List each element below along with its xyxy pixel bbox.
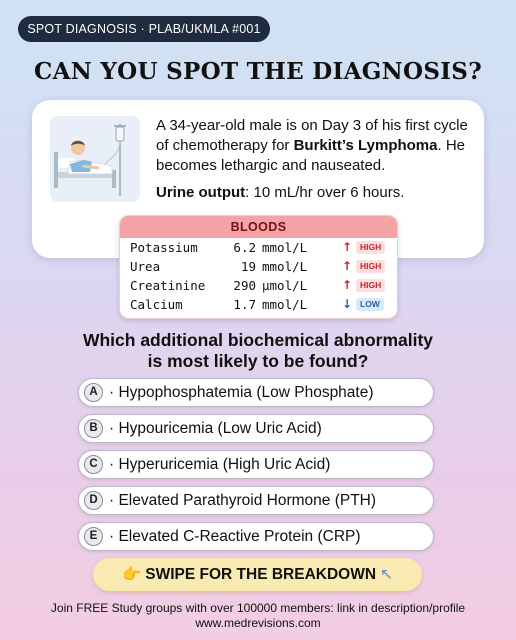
- page-title: CAN YOU SPOT THE DIAGNOSIS?: [34, 58, 482, 85]
- option-letter-badge: D: [84, 491, 103, 510]
- cursor-click-icon: ↖: [380, 566, 394, 583]
- option-c[interactable]: [78, 450, 434, 479]
- urine-output: [156, 184, 404, 201]
- footer: [0, 601, 516, 631]
- option-label: · Hypophosphatemia (Low Phosphate): [109, 384, 374, 401]
- case-text-after: . He becomes lethargic and nauseated.: [156, 137, 465, 174]
- question-line-2: is most likely to be found?: [147, 351, 369, 371]
- blood-unit: mmol/L: [262, 297, 308, 312]
- blood-value: 290: [233, 278, 256, 293]
- urine-label: Urine output: [156, 184, 246, 201]
- swipe-button[interactable]: [93, 558, 422, 591]
- option-label: · Hypouricemia (Low Uric Acid): [109, 420, 322, 437]
- option-a[interactable]: [78, 378, 434, 407]
- blood-unit: mmol/L: [262, 259, 308, 274]
- urine-value: : 10 mL/hr over 6 hours.: [245, 184, 405, 201]
- blood-unit: mmol/L: [262, 240, 308, 255]
- option-letter-badge: C: [84, 455, 103, 474]
- option-b[interactable]: [78, 414, 434, 443]
- question-line-1: Which additional biochemical abnormality: [82, 330, 434, 350]
- answer-options: [78, 378, 434, 558]
- arrow-down-icon: ↓: [342, 297, 353, 311]
- arrow-up-icon: ↑: [342, 240, 353, 254]
- blood-value: 6.2: [233, 240, 256, 255]
- option-label: · Elevated Parathyroid Hormone (PTH): [109, 492, 377, 509]
- blood-row-calcium: [120, 295, 397, 314]
- status-badge: HIGH: [356, 260, 385, 273]
- option-letter-badge: E: [84, 527, 103, 546]
- option-letter-badge: B: [84, 419, 103, 438]
- bloods-panel: [119, 215, 398, 319]
- blood-value: 1.7: [233, 297, 256, 312]
- swipe-label: SWIPE FOR THE BREAKDOWN: [145, 566, 377, 583]
- status-badge: LOW: [356, 298, 384, 311]
- blood-row-potassium: [120, 238, 397, 257]
- patient-in-bed-icon: [50, 116, 140, 202]
- footer-website-link[interactable]: www.medrevisions.com: [195, 616, 321, 630]
- blood-name: Calcium: [130, 297, 183, 312]
- case-description: [156, 116, 478, 176]
- status-badge: HIGH: [356, 241, 385, 254]
- option-label: · Hyperuricemia (High Uric Acid): [109, 456, 331, 473]
- blood-name: Urea: [130, 259, 161, 274]
- option-d[interactable]: [78, 486, 434, 515]
- blood-value: 19: [240, 259, 256, 274]
- pointing-hand-icon: 👉: [121, 566, 142, 583]
- status-badge: HIGH: [356, 279, 385, 292]
- case-diagnosis-context: Burkitt’s Lymphoma: [293, 137, 438, 154]
- arrow-up-icon: ↑: [342, 259, 353, 273]
- blood-name: Potassium: [130, 240, 198, 255]
- option-e[interactable]: [78, 522, 434, 551]
- case-text-before: A 34-year-old male is on Day 3 of his first cycle of chemotherapy for: [156, 117, 468, 154]
- option-label: · Elevated C-Reactive Protein (CRP): [109, 528, 361, 545]
- option-letter-badge: A: [84, 383, 103, 402]
- question-text: [0, 330, 516, 372]
- blood-row-creatinine: [120, 276, 397, 295]
- footer-join-text: Join FREE Study groups with over 100000 members: link in description/profile: [50, 601, 466, 615]
- blood-row-urea: [120, 257, 397, 276]
- series-tag: SPOT DIAGNOSIS · PLAB/UKMLA #001: [18, 16, 270, 42]
- blood-unit: µmol/L: [262, 278, 308, 293]
- blood-name: Creatinine: [130, 278, 206, 293]
- bloods-title: BLOODS: [120, 216, 397, 238]
- arrow-up-icon: ↑: [342, 278, 353, 292]
